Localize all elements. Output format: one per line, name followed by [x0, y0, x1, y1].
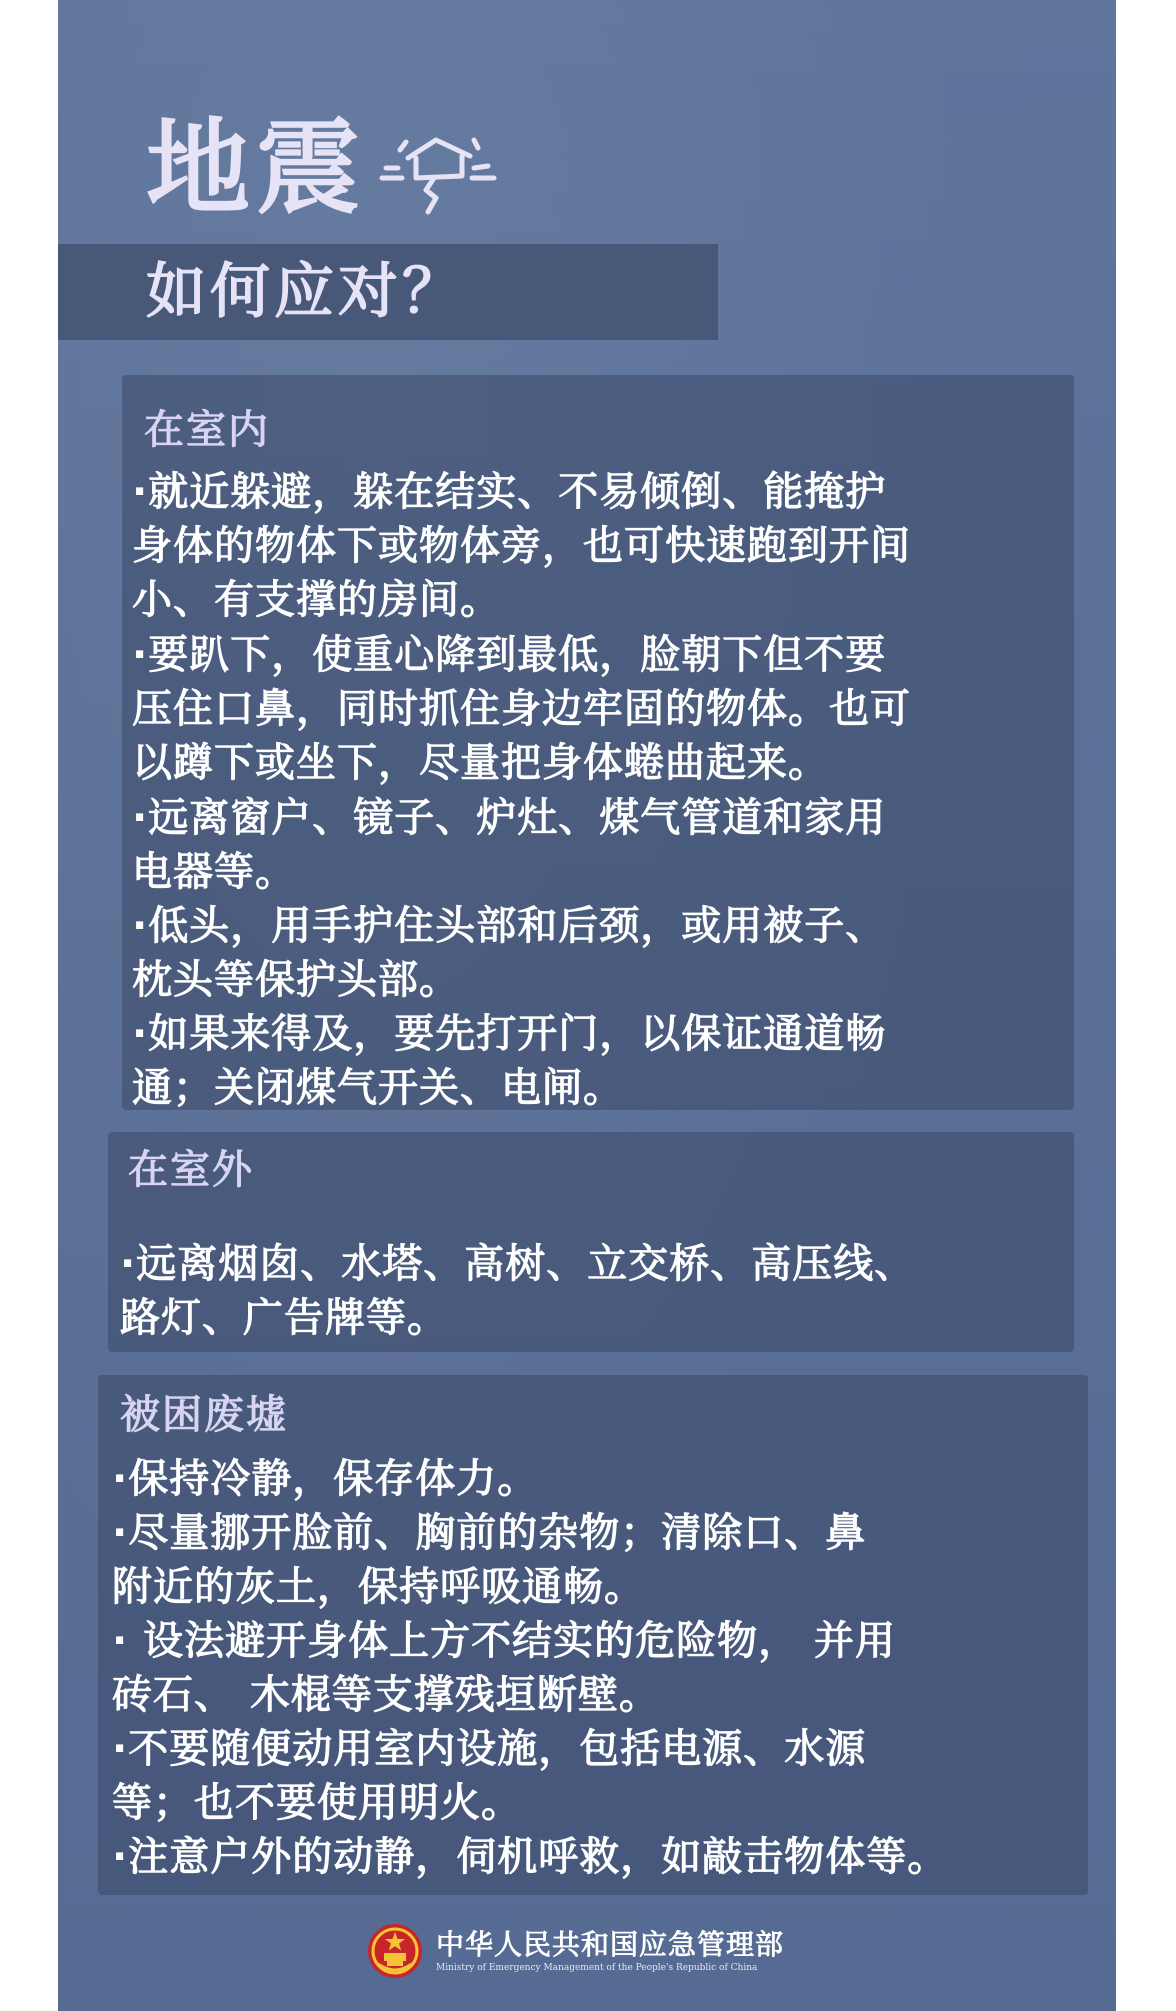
list-item: ·注意户外的动静，伺机呼救，如敲击物体等。 — [112, 1834, 949, 1880]
list-item: ·远离烟囱、水塔、高树、立交桥、高压线、 路灯、广告牌等。 — [120, 1241, 916, 1341]
list-item: ·尽量挪开脸前、胸前的杂物；清除口、鼻 附近的灰土，保持呼吸通畅。 — [112, 1510, 867, 1610]
collapsed-house-icon — [378, 120, 498, 216]
list-item: ·低头，用手护住头部和后颈，或用被子、 枕头等保护头部。 — [132, 903, 887, 1003]
page-title: 地震 — [146, 107, 367, 229]
section-heading-trapped: 被困废墟 — [120, 1392, 288, 1438]
list-item: · 设法避开身体上方不结实的危险物， 并用 砖石、 木棍等支撑残垣断壁。 — [112, 1618, 897, 1718]
list-item: ·就近躲避，躲在结实、不易倾倒、能掩护 身体的物体下或物体旁，也可快速跑到开间 小、有支撑的房间。 — [132, 469, 911, 623]
ministry-name-cn: 中华人民共和国应急管理部 — [436, 1928, 785, 1961]
list-item: ·保持冷静，保存体力。 — [112, 1456, 539, 1502]
list-item: ·远离窗户、镜子、炉灶、煤气管道和家用 电器等。 — [132, 795, 887, 895]
title-row — [146, 108, 498, 228]
page-subtitle: 如何应对？ — [146, 257, 466, 327]
section-heading-outdoor: 在室外 — [128, 1147, 254, 1193]
footer — [366, 1922, 784, 1980]
ministry-name-en: Ministry of Emergency Management of the People's Republic of China — [436, 1963, 758, 1973]
national-emblem-icon — [366, 1922, 424, 1980]
list-item: ·如果来得及，要先打开门，以保证通道畅 通；关闭煤气开关、电闸。 — [132, 1011, 887, 1111]
list-item: ·不要随便动用室内设施，包括电源、水源 等；也不要使用明火。 — [112, 1726, 867, 1826]
section-heading-indoor: 在室内 — [144, 407, 270, 453]
list-item: ·要趴下，使重心降到最低，脸朝下但不要 压住口鼻，同时抓住身边牢固的物体。也可 以蹲下或坐下，尽量把身体蜷曲起来。 — [132, 632, 911, 786]
poster — [58, 0, 1116, 2011]
footer-text — [436, 1928, 784, 1974]
